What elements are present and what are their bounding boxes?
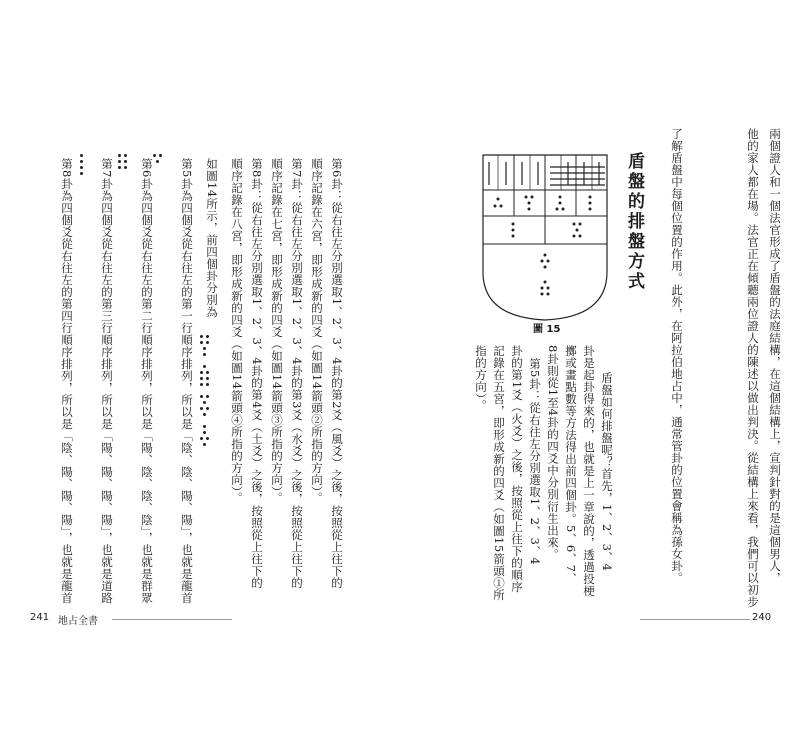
intro-line-2: 他的家人都在場。法官正在傾聽兩位證人的陳述以做出判決。從結構上來看，我們可以初步 <box>746 128 760 608</box>
footer-rule-right <box>640 619 750 620</box>
body-line-7: 記錄在五宮，即形成新的四爻（如圖15箭頭①所 <box>492 345 506 601</box>
left-line-4: 順序記錄在七宮，即形成新的四爻（如圖14箭頭③所指的方向）。 <box>270 158 284 504</box>
body-line-4: 8卦則從1至4卦的四爻中分別衍生出來。 <box>546 345 560 561</box>
geomantic-figure-1 <box>200 335 209 356</box>
left-line-7: 如圖14所示，前四個卦分別為 <box>205 158 219 318</box>
left-line-2: 順序記錄在六宮，即形成新的四爻（如圖14箭頭②所指的方向）。 <box>310 158 324 504</box>
body-line-2: 卦是起卦得來的，也就是上一章說的，透過投梗 <box>582 345 596 597</box>
section-heading: 盾盤的排盤方式 <box>624 152 644 292</box>
geomantic-figure-4 <box>200 425 209 446</box>
marker-figure-6 <box>118 154 127 169</box>
left-line-11: 第8卦為四個爻從右往左的第四行順序排列，所以是「陰、陽、陽、陽」，也就是龍首 <box>60 158 74 605</box>
body-line-3: 擲或畫點數等方法得出前四個卦。5、6、7、 <box>564 345 578 585</box>
marker-figure-5 <box>153 154 162 163</box>
shield-chart-figure <box>480 152 610 322</box>
body-line-5: 第5卦：從右往左分別選取1、2、3、4 <box>528 358 542 566</box>
marker-figure-7 <box>80 154 83 175</box>
figure-caption: 圖 15 <box>533 324 561 335</box>
geomantic-figure-2 <box>200 365 209 386</box>
intro-line-1: 兩個證人和一個法官形成了盾盤的法庭結構，在這個結構上，宣判針對的是這個男人， <box>768 128 782 584</box>
left-line-8: 第5卦為四個爻從右往左的第一行順序排列，所以是「陰、陰、陽、陽」，也就是龍首 <box>180 158 194 605</box>
body-line-6: 卦的第1爻（火爻）之後，按照從上往下的順序 <box>510 345 524 593</box>
left-line-6: 順序記錄在八宮，即形成新的四爻（如圖14箭頭④所指的方向）。 <box>230 158 244 504</box>
page-number-left: 241 <box>30 612 50 623</box>
page-number-right: 240 <box>752 612 772 623</box>
body-line-8: 指的方向）。 <box>474 345 488 412</box>
intro-line-3: 了解盾盤中每個位置的作用。此外，在阿拉伯地占中，通常管卦的位置會稱為孫女卦。 <box>670 128 684 584</box>
left-line-10: 第7卦為四個爻從右往左的第三行順序排列，所以是「陽、陽、陽、陽」，也就是道路 <box>100 158 114 605</box>
left-line-3: 第7卦：從右往左分別選取1、2、3、4卦的第3爻（水爻）之後，按照從上往下的 <box>290 158 304 589</box>
running-title: 地占全書 <box>58 616 98 627</box>
body-line-1: 盾盤如何排盤呢？首先，1、2、3、4 <box>600 372 614 572</box>
left-line-5: 第8卦：從右往左分別選取1、2、3、4卦的第4爻（土爻）之後，按照從上往下的 <box>250 158 264 589</box>
footer-rule-left <box>112 619 232 620</box>
left-line-1: 第6卦：從右往左分別選取1、2、3、4卦的第2爻（風爻）之後，按照從上往下的 <box>330 158 344 589</box>
geomantic-figure-3 <box>200 395 209 416</box>
left-line-9: 第6卦為四個爻從右往左的第二行順序排列，所以是「陽、陰、陰、陰」，也就是群眾 <box>140 158 154 605</box>
